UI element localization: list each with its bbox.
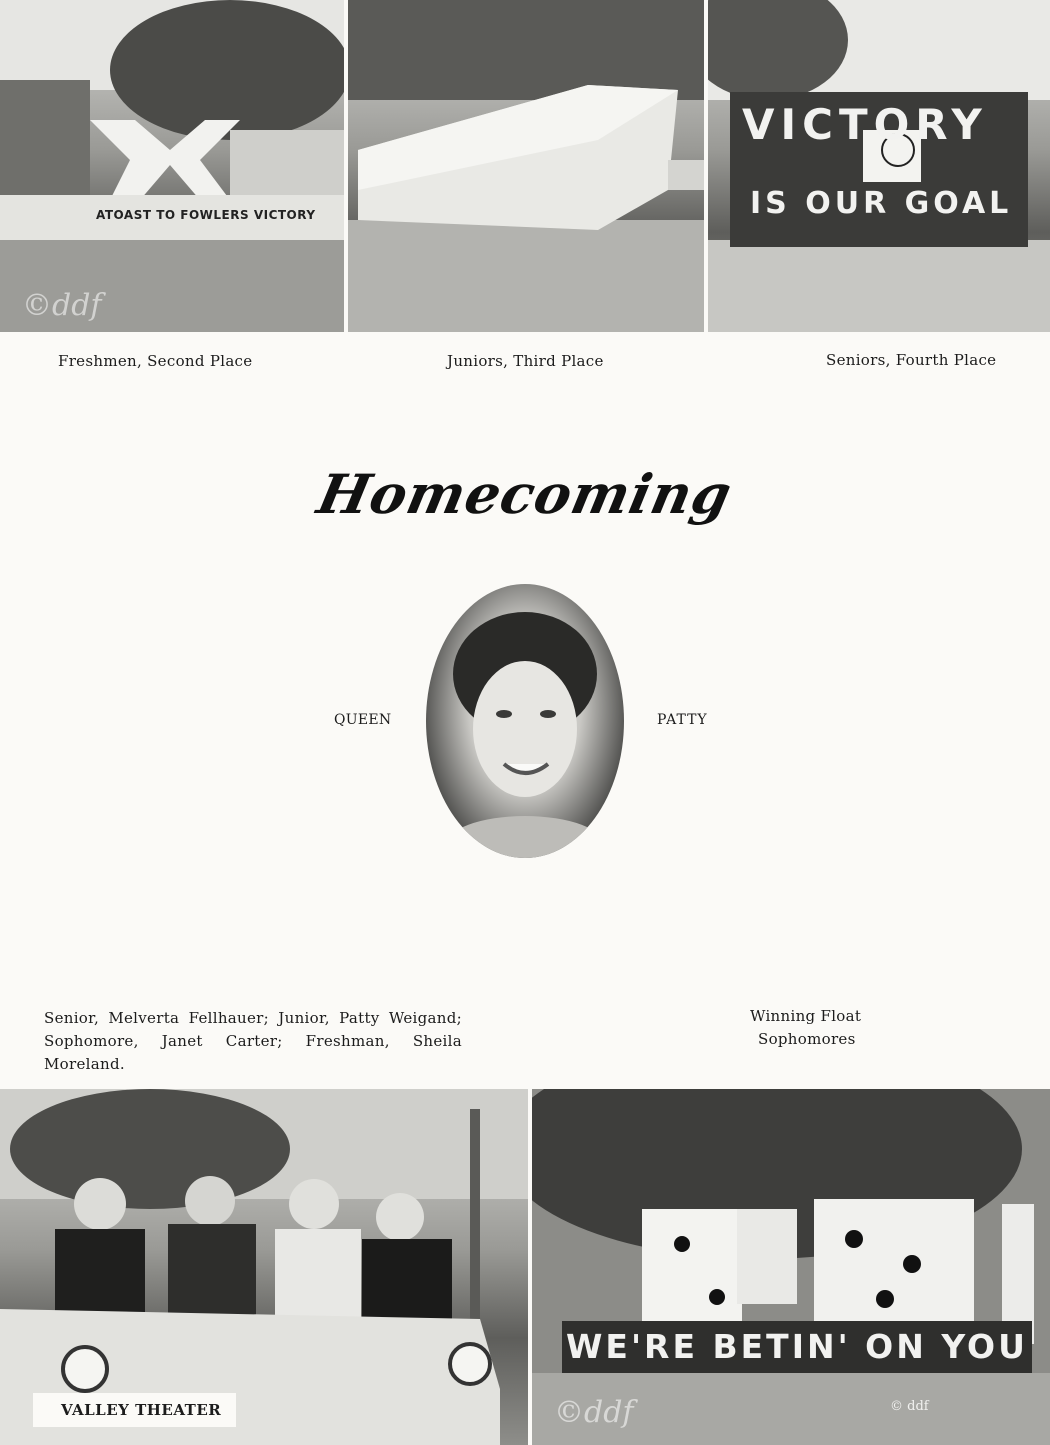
- juniors-float-photo: [348, 0, 704, 332]
- valley-theater-label: VALLEY THEATER: [33, 1393, 236, 1427]
- seniors-sign-victory: VICTORY: [742, 100, 988, 149]
- juniors-caption: Juniors, Third Place: [447, 352, 604, 370]
- freshmen-float-sign: ATOAST TO FOWLERS VICTORY: [96, 208, 316, 222]
- winning-float-banner: WE'RE BETIN' ON YOU: [566, 1327, 1028, 1366]
- copyright-mark: © ddf: [890, 1399, 929, 1414]
- winning-float-caption-line1: Winning Float: [750, 1007, 862, 1025]
- freshmen-float-illustration: [0, 0, 344, 332]
- queen-portrait: [426, 584, 624, 858]
- watermark: ©ddf: [22, 288, 102, 323]
- seniors-float-photo: [708, 0, 1050, 332]
- seniors-float-illustration: [708, 0, 1050, 332]
- page-title: Homecoming: [312, 462, 738, 526]
- freshmen-caption: Freshmen, Second Place: [58, 352, 253, 370]
- winning-float-illustration: [532, 1089, 1050, 1445]
- attendants-caption: Senior, Melverta Fellhauer; Junior, Patty Weigand; Sophomore, Janet Carter; Freshman, Sheila Moreland.: [44, 1009, 462, 1073]
- seniors-sign-goal: IS OUR GOAL: [750, 186, 1013, 221]
- attendants-illustration: [0, 1089, 528, 1445]
- queen-label: QUEEN: [334, 712, 392, 728]
- winning-float-photo: [532, 1089, 1050, 1445]
- queen-name-label: PATTY: [657, 712, 708, 728]
- winning-float-caption-line2: Sophomores: [758, 1030, 856, 1048]
- freshmen-float-photo: [0, 0, 344, 332]
- watermark-bottom: ©ddf: [554, 1395, 634, 1430]
- queen-portrait-illustration: [426, 584, 624, 858]
- juniors-float-illustration: [348, 0, 704, 332]
- attendants-photo: [0, 1089, 528, 1445]
- seniors-caption: Seniors, Fourth Place: [826, 351, 997, 369]
